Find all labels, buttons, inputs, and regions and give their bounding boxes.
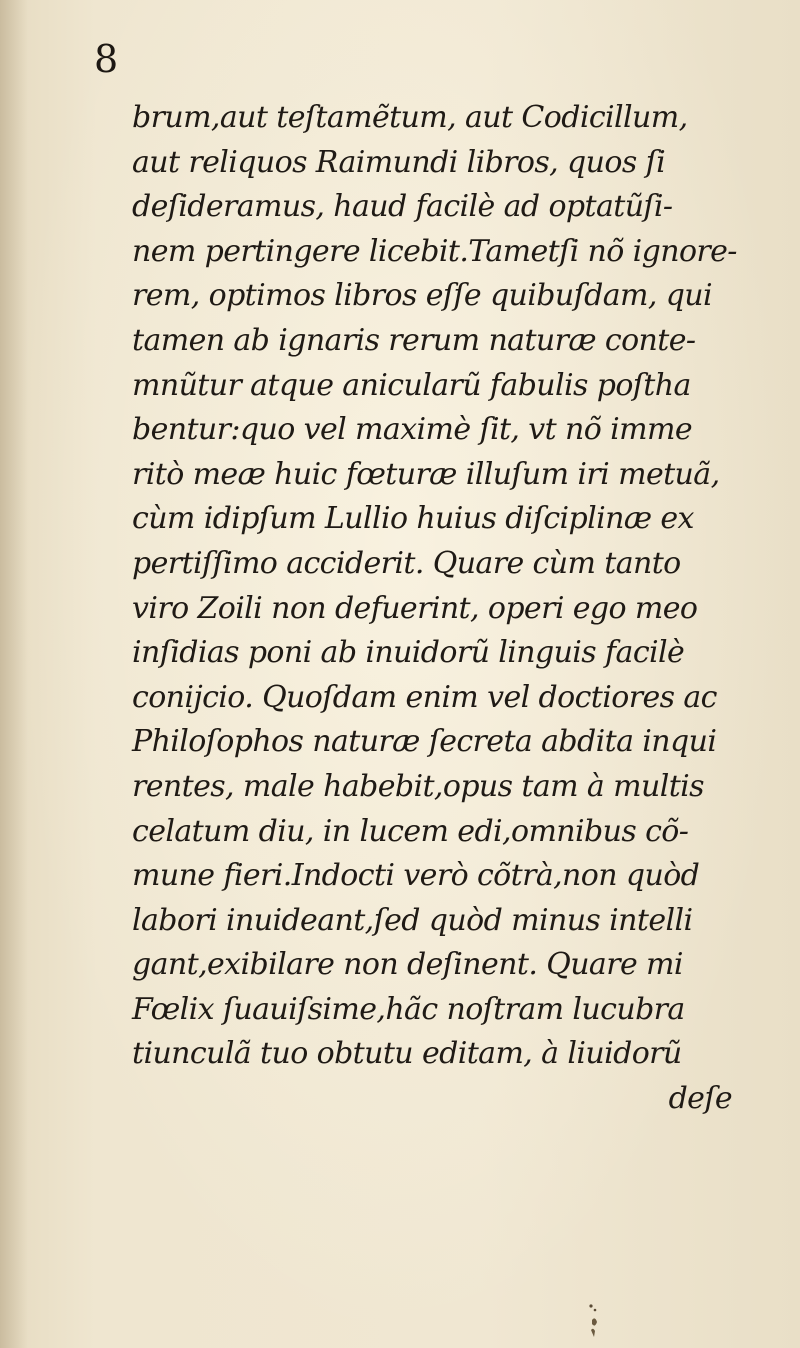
text-line: Philoſophos naturæ ſecreta abdita inqui xyxy=(132,724,717,760)
text-line: nem pertingere licebit.Tametſi nõ ignore- xyxy=(132,233,737,269)
text-line: mune fieri.Indocti verò cõtrà,non quòd xyxy=(132,858,700,894)
text-line: rentes, male habebit,opus tam à multis xyxy=(132,768,704,804)
text-line: rem, optimos libros eſſe quibuſdam, qui xyxy=(132,278,713,314)
text-line: deſideramus, haud facilè ad optatũſi- xyxy=(132,189,673,225)
text-line: viro Zoili non defuerint, operi ego meo xyxy=(132,590,698,626)
text-line: brum,aut teſtamẽtum, aut Codicillum, xyxy=(132,100,688,135)
text-line: celatum diu, in lucem edi,omnibus cõ- xyxy=(132,813,689,849)
text-line: tiunculã tuo obtutu editam, à liuidorũ xyxy=(132,1036,682,1072)
catchword: deſe xyxy=(668,1081,732,1117)
text-line: tamen ab ignaris rerum naturæ conte- xyxy=(132,322,696,358)
text-line: bentur:quo vel maximè ſit, vt nõ imme xyxy=(132,412,692,448)
body-text xyxy=(132,96,744,1122)
text-line: aut reliquos Raimundi libros, quos ſi xyxy=(132,144,666,180)
text-line: labori inuideant,ſed quòd minus intelli xyxy=(132,902,693,938)
text-line: cùm idipſum Lullio huius diſciplinæ ex xyxy=(132,501,694,537)
text-line: conijcio. Quoſdam enim vel doctiores ac xyxy=(132,679,717,715)
text-line: gant,exibilare non deſinent. Quare mi xyxy=(132,947,683,983)
ink-speck-icon xyxy=(586,1300,600,1340)
text-line: inſidias poni ab inuidorũ linguis facilè xyxy=(132,635,685,671)
text-line: ritò meæ huic fœturæ illuſum iri metuã, xyxy=(132,456,720,492)
text-line: mnũtur atque anicularũ fabulis poſtha xyxy=(132,367,691,403)
text-line: pertiſſimo acciderit. Quare cùm tanto xyxy=(132,545,681,581)
page-number: 8 xyxy=(94,37,119,81)
text-line: Fœlix ſuauiſsime,hãc noſtram lucubra xyxy=(132,991,685,1027)
paper-blemish xyxy=(586,1300,600,1345)
